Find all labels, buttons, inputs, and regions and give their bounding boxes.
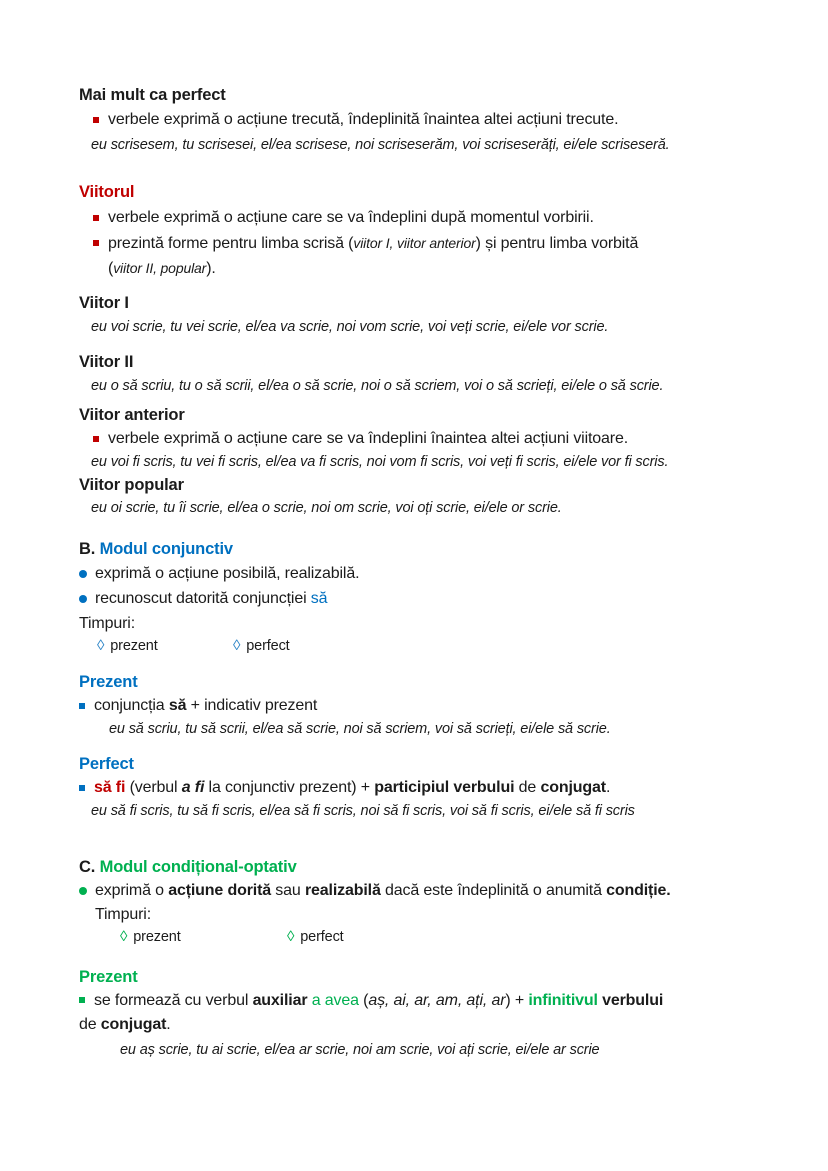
bullet-item [79,108,803,132]
tense-option [97,636,233,656]
text-segments: Viitor II [79,353,134,371]
text-segments: Viitor popular [79,476,184,494]
text-segments: verbele exprimă o acțiune care se va îndeplini înaintea altei acțiuni viitoare. [108,430,629,447]
text-segments: eu aș scrie, tu ai scrie, el/ea ar scrie, noi am scrie, voi ați scrie, ei/ele ar scrie [120,1042,600,1058]
section-heading [79,473,803,497]
text-segments: eu voi fi scris, tu vei fi scris, el/ea va fi scris, noi vom fi scris, voi veți fi scris, ei/ele vor fi scris. [91,454,669,470]
bullet-item [79,206,803,230]
text-segments: eu oi scrie, tu îi scrie, el/ea o scrie, noi om scrie, voi oți scrie, ei/ele or scrie. [91,500,562,516]
bullet-square-icon [93,117,99,123]
tense-options-row [79,636,803,656]
bullet-square-icon [93,215,99,221]
conjugation-line [79,316,803,338]
section-heading [79,670,803,694]
text-segments: eu scrisesem, tu scrisesei, el/ea scrisese, noi scriseserăm, voi scriseserăți, ei/ele scriseseră. [91,137,670,153]
text-segments: Mai mult ca perfect [79,86,226,104]
text-label [79,612,803,636]
tense-options-row [79,927,803,947]
diamond-icon: ◊ [97,637,105,654]
bullet-square-icon [79,997,85,1003]
conjugation-line [79,1039,803,1061]
text-segments: se formează cu verbul auxiliar a avea (aș, ai, ar, am, ați, ar) + infinitivul verbului de conjugat. [79,992,664,1033]
text-segments: Viitor I [79,294,129,312]
section-heading [79,965,803,989]
text-segments: Timpuri: [79,615,135,632]
tense-option-label: perfect [300,929,344,945]
text-segments: B. Modul conjunctiv [79,540,233,558]
bullet-item [79,587,803,611]
text-segments: exprimă o acțiune dorită sau realizabilă dacă este îndeplinită o anumită condiție. [95,882,671,899]
text-segments: Perfect [79,755,134,773]
text-segments: recunoscut datorită conjuncției să [95,590,328,607]
bullet-dot-icon [79,570,87,578]
bullet-dot-icon [79,887,87,895]
bullet-item [79,427,803,451]
text-label [79,903,803,927]
section-heading [79,403,803,427]
text-segments: Prezent [79,968,138,986]
text-segments: eu să scriu, tu să scrii, el/ea să scrie, noi să scriem, voi să scrieți, ei/ele să scrie. [109,721,611,737]
text-segments: Prezent [79,673,138,691]
bullet-item [79,776,803,800]
tense-option [233,636,290,656]
conjugation-line [79,375,803,397]
text-segments: Viitorul [79,183,135,201]
section-heading [79,855,803,879]
bullet-dot-icon [79,595,87,603]
bullet-square-icon [79,703,85,709]
bullet-item [79,694,803,718]
bullet-item [79,562,803,586]
diamond-icon: ◊ [233,637,241,654]
diamond-icon: ◊ [287,928,295,945]
tense-option-label: perfect [246,638,290,654]
tense-option [120,927,287,947]
text-segments: conjuncția să + indicativ prezent [94,697,318,714]
section-heading [79,752,803,776]
bullet-square-icon [93,240,99,246]
text-segments: C. Modul condițional-optativ [79,858,297,876]
section-heading [79,180,803,204]
section-heading [79,83,803,107]
bullet-item [79,231,803,281]
tense-option-label: prezent [110,638,158,654]
section-heading [79,537,803,561]
bullet-square-icon [79,785,85,791]
tense-option [287,927,344,947]
conjugation-line [79,134,803,156]
text-segments: prezintă forme pentru limba scrisă (viitor I, viitor anterior) și pentru limba vorbită (viitor II, popular). [108,235,639,277]
conjugation-line [79,800,803,822]
text-segments: eu voi scrie, tu vei scrie, el/ea va scrie, noi vom scrie, voi veți scrie, ei/ele vor scrie. [91,319,609,335]
text-segments: exprimă o acțiune posibilă, realizabilă. [95,565,360,582]
text-segments: verbele exprimă o acțiune trecută, îndeplinită înaintea altei acțiuni trecute. [108,111,619,128]
text-segments: Timpuri: [95,906,151,923]
text-segments: eu să fi scris, tu să fi scris, el/ea să fi scris, noi să fi scris, voi să fi scris, ei/ele să fi scris [91,803,635,819]
bullet-square-icon [93,436,99,442]
bullet-item [79,989,803,1037]
section-heading [79,350,803,374]
tense-option-label: prezent [133,929,181,945]
diamond-icon: ◊ [120,928,128,945]
text-segments: verbele exprimă o acțiune care se va îndeplini după momentul vorbirii. [108,209,594,226]
section-heading [79,291,803,315]
text-segments: să fi (verbul a fi la conjunctiv prezent) + participiul verbului de conjugat. [94,779,611,796]
text-segments: eu o să scriu, tu o să scrii, el/ea o să scrie, noi o să scriem, voi o să scrieți, ei/ele o să scrie. [91,378,664,394]
conjugation-line [79,497,803,519]
document-content [79,83,803,1061]
text-segments: Viitor anterior [79,406,185,424]
bullet-item [79,879,803,903]
conjugation-line [79,451,803,473]
conjugation-line [79,718,803,740]
